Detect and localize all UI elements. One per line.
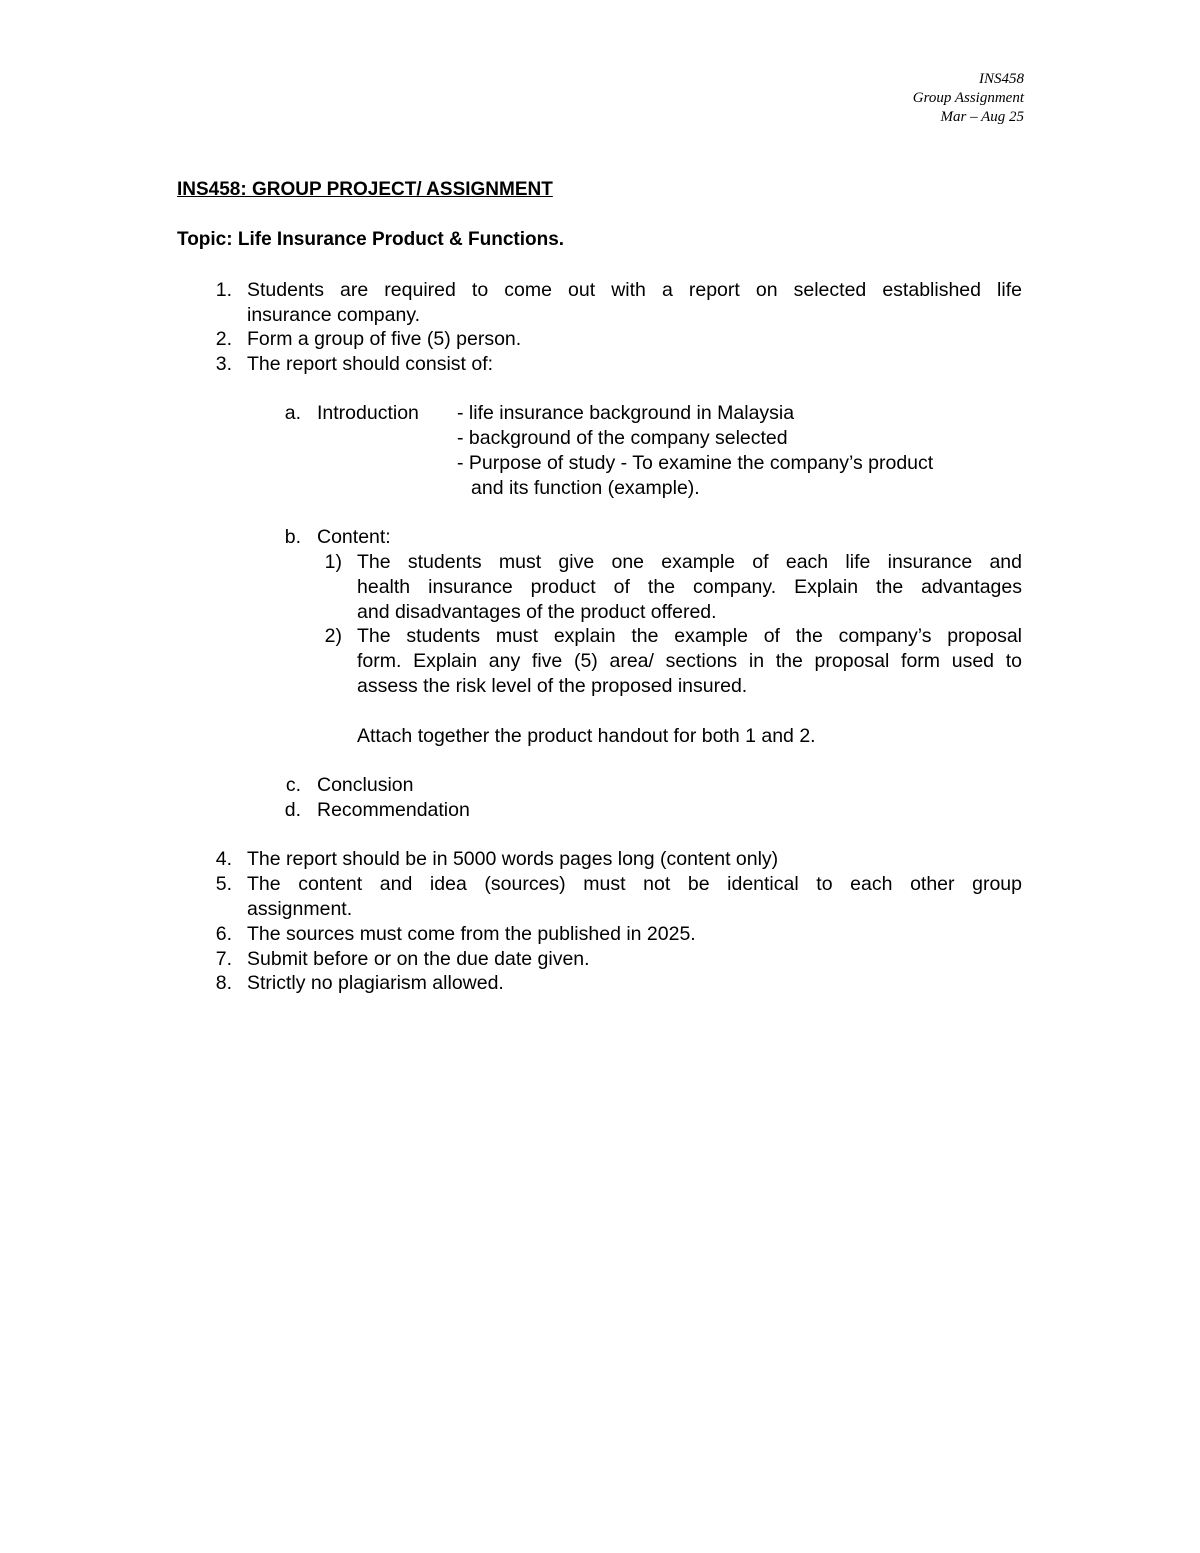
list-item-number: 4. <box>215 848 232 870</box>
list-item-text: insurance company. <box>247 304 421 326</box>
list-item-text: Submit before or on the due date given. <box>247 948 590 970</box>
intro-point: - background of the company selected <box>457 427 788 449</box>
content-point-text: The students must give one example of each life insurance and <box>357 551 1022 573</box>
sub-item-label: b. <box>284 526 301 548</box>
intro-point: and its function (example). <box>471 477 700 499</box>
list-item-text: Strictly no plagiarism allowed. <box>247 972 504 994</box>
sub-item-label: d. <box>284 799 301 821</box>
list-item-text: Students are required to come out with a report on selected established life <box>247 279 1022 301</box>
list-item-number: 5. <box>215 873 232 895</box>
sub-item-label: c. <box>285 774 301 796</box>
list-item-text: The report should be in 5000 words pages long (content only) <box>247 848 779 870</box>
list-item-number: 7. <box>215 948 232 970</box>
content-point-text: assess the risk level of the proposed insured. <box>357 675 748 697</box>
sub-item-title: Conclusion <box>317 774 414 796</box>
header-term: Mar – Aug 25 <box>940 109 1024 125</box>
intro-point: - Purpose of study - To examine the company’s product <box>457 452 934 474</box>
content-note: Attach together the product handout for both 1 and 2. <box>357 725 816 747</box>
intro-point: - life insurance background in Malaysia <box>457 402 795 424</box>
sub-item-label: a. <box>284 402 301 424</box>
sub-item-title: Introduction <box>317 402 419 424</box>
list-item-number: 1. <box>215 279 232 301</box>
content-point-text: and disadvantages of the product offered. <box>357 601 717 623</box>
header-assignment-type: Group Assignment <box>912 90 1024 106</box>
content-point-text: health insurance product of the company. Explain the advantages <box>357 576 1022 598</box>
list-item-number: 3. <box>215 353 232 375</box>
list-item-text: The report should consist of: <box>247 353 494 375</box>
list-item-text: The content and idea (sources) must not be identical to each other group <box>247 873 1022 895</box>
sub-item-title: Recommendation <box>317 799 470 821</box>
content-point-number: 1) <box>324 551 342 573</box>
list-item-text: Form a group of five (5) person. <box>247 328 522 350</box>
list-item-text: The sources must come from the published in 2025. <box>247 923 696 945</box>
sub-item-title: Content: <box>317 526 391 548</box>
header-course-code: INS458 <box>979 71 1024 87</box>
list-item-text: assignment. <box>247 898 353 920</box>
content-point-text: form. Explain any five (5) area/ sections in the proposal form used to <box>357 650 1022 672</box>
list-item-number: 8. <box>215 972 232 994</box>
page-header <box>913 70 1024 127</box>
document-topic: Topic: Life Insurance Product & Functions. <box>177 229 565 250</box>
list-item-number: 2. <box>215 328 232 350</box>
list-item-number: 6. <box>215 923 232 945</box>
content-point-number: 2) <box>324 625 342 647</box>
content-point-text: The students must explain the example of the company’s proposal <box>357 625 1022 647</box>
document-title: INS458: GROUP PROJECT/ ASSIGNMENT <box>177 179 553 200</box>
